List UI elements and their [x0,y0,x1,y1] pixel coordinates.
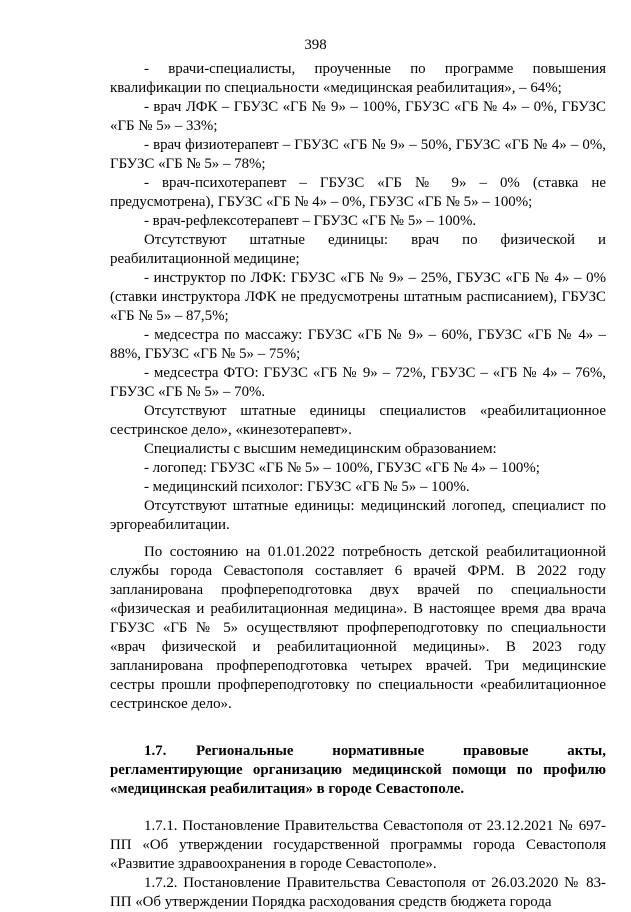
paragraph-lfk-doctor: - врач ЛФК – ГБУЗС «ГБ № 9» – 100%, ГБУЗС «ГБ № 4» – 0%, ГБУЗС «ГБ № 5» – 33%; [110,99,606,134]
paragraph-missing-nursing: Отсутствуют штатные единицы специалистов «реабилитационное сестринское дело», «кинезотерапевт». [110,403,606,438]
section-number: 1.7. [144,743,167,759]
section-heading [110,742,606,799]
paragraph-speech-therapist: - логопед: ГБУЗС «ГБ № 5» – 100%, ГБУЗС «ГБ № 4» – 100%; [144,460,540,476]
act-1-7-2: 1.7.2. Постановление Правительства Севастополя от 26.03.2020 № 83-ПП «Об утверждении Порядка расходования средств бюджета города [110,875,606,910]
paragraph-psychotherapist: - врач-психотерапевт – ГБУЗС «ГБ № 9» – 0% (ставка не предусмотрена), ГБУЗС «ГБ № 4» – 0%, ГБУЗС «ГБ № 5» – 100%; [110,175,606,210]
paragraph-children-service: По состоянию на 01.01.2022 потребность детской реабилитационной службы города Севастополя составляет 6 врачей ФРМ. В 2022 году запланирована профпереподготовка двух врачей по специальности «физическая и реабилитационная медицина». В настоящее время два врача ГБУЗС «ГБ № 5» осуществляют профпереподготовку по специальности «врач физической и реабилитационной медицины». В 2023 году запланирована профпереподготовка четырех врачей. Три медицинские сестры прошли профпереподготовку по специальности «реабилитационное сестринское дело». [110,544,606,712]
paragraph-fto-nurse: - медсестра ФТО: ГБУЗС «ГБ № 9» – 72%, ГБУЗС – «ГБ № 4» – 76%, ГБУЗС «ГБ № 5» – 70%. [110,365,606,400]
paragraph-doctors-trained: - врачи-специалисты, проученные по программе повышения квалификации по специальности «медицинская реабилитация», – 64%; [110,61,606,96]
paragraph-non-medical-heading: Специалисты с высшим немедицинским образованием: [144,441,497,457]
paragraph-psychologist: - медицинский психолог: ГБУЗС «ГБ № 5» – 100%. [144,479,470,495]
paragraph-massage-nurse: - медсестра по массажу: ГБУЗС «ГБ № 9» – 60%, ГБУЗС «ГБ № 4» – 88%, ГБУЗС «ГБ № 5» – 75%; [110,327,606,362]
paragraph-missing-frm-doctor: Отсутствуют штатные единицы: врач по физической и реабилитационной медицине; [110,232,606,267]
page-number: 398 [304,37,327,53]
paragraph-physiotherapist: - врач физиотерапевт – ГБУЗС «ГБ № 9» – 50%, ГБУЗС «ГБ № 4» – 0%, ГБУЗС «ГБ № 5» – 78%; [110,137,606,172]
section-title: Региональные нормативные правовые акты, регламентирующие организацию медицинской помощи по профилю «медицинская реабилитация» в городе Севастополе. [110,743,606,797]
paragraph-reflexotherapist: - врач-рефлексотерапевт – ГБУЗС «ГБ № 5» – 100%. [144,213,477,229]
paragraph-lfk-instructor: - инструктор по ЛФК: ГБУЗС «ГБ № 9» – 25%, ГБУЗС «ГБ № 4» – 0% (ставки инструктора ЛФК не предусмотрены штатным расписанием), ГБУЗС «ГБ № 5» – 87,5%; [110,270,606,324]
paragraph-missing-logoped: Отсутствуют штатные единицы: медицинский логопед, специалист по эргореабилитации. [110,498,606,533]
document-body [110,60,606,912]
act-1-7-1: 1.7.1. Постановление Правительства Севастополя от 23.12.2021 № 697-ПП «Об утверждении государственной программы города Севастополя «Развитие здравоохранения в городе Севастополе». [110,818,606,872]
